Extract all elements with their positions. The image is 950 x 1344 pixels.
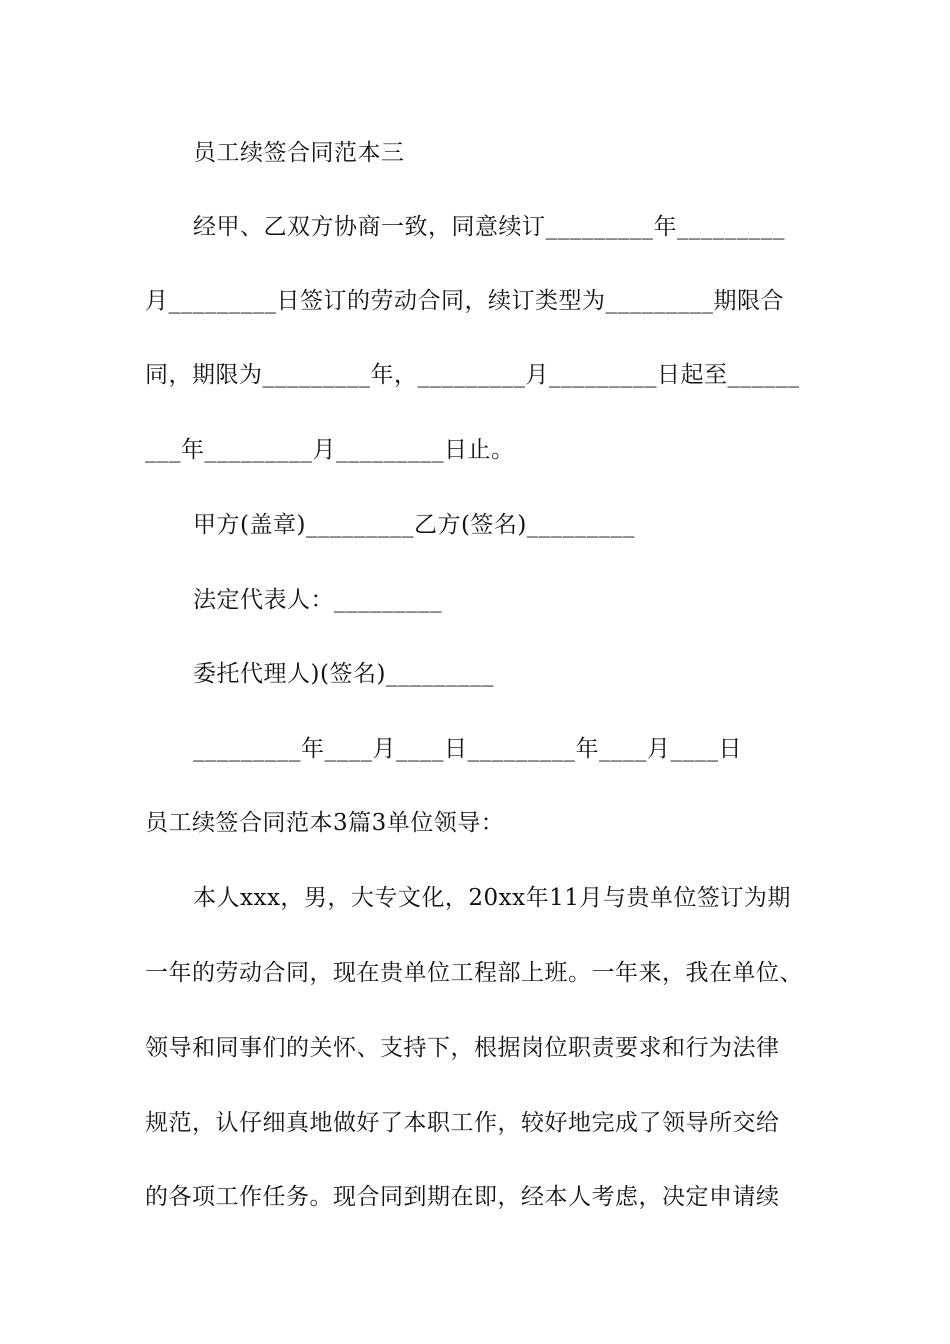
paragraph-line: 一年的劳动合同，现在贵单位工程部上班。一年来，我在单位、 [145, 960, 803, 986]
document-title: 员工续签合同范本三 [193, 140, 405, 166]
paragraph-line: ___年_________月_________日止。 [145, 437, 515, 463]
paragraph-line: 经甲、乙双方协商一致，同意续订_________年_________ [193, 214, 785, 240]
paragraph-line: 规范，认仔细真地做好了本职工作，较好地完成了领导所交给 [145, 1110, 780, 1136]
paragraph-line: 月_________日签订的劳动合同，续订类型为_________期限合 [145, 288, 784, 314]
paragraph-line: 同，期限为_________年，_________月_________日起至______ [145, 362, 800, 388]
signature-party-line: 甲方(盖章)_________乙方(签名)_________ [193, 512, 635, 538]
legal-representative-line: 法定代表人：_________ [193, 587, 442, 613]
paragraph-line: 领导和同事们的关怀、支持下，根据岗位职责要求和行为法律 [145, 1035, 780, 1061]
agent-line: 委托代理人)(签名)_________ [193, 661, 494, 687]
paragraph-line: 的各项工作任务。现合同到期在即，经本人考虑，决定申请续 [145, 1184, 780, 1210]
date-line: _________年____月____日_________年____月____日 [193, 736, 742, 762]
section-heading: 员工续签合同范本3篇3单位领导： [145, 810, 505, 836]
paragraph-line: 本人xxx，男，大专文化，20xx年11月与贵单位签订为期 [193, 885, 791, 911]
